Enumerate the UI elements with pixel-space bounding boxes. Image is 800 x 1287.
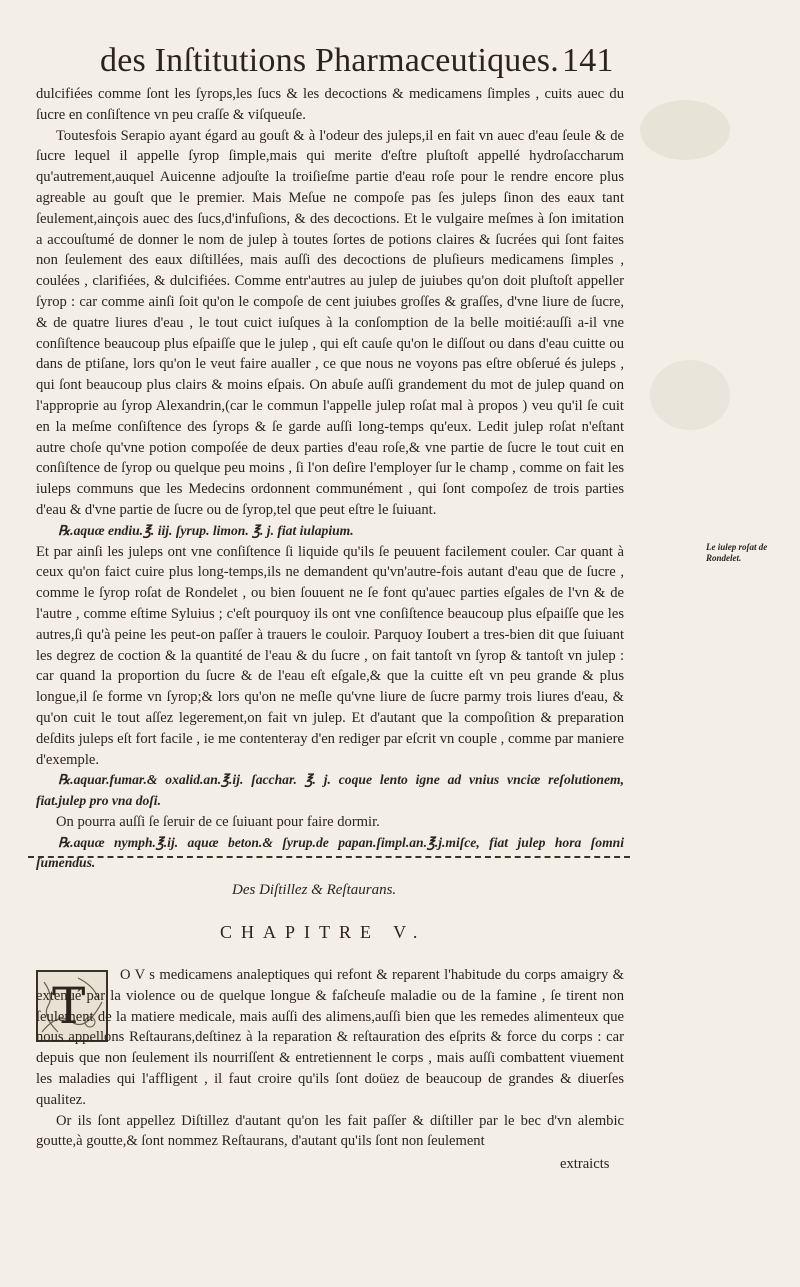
running-header [100, 42, 660, 88]
page-number: 141 [562, 42, 614, 79]
section-subtitle: Des Diſtillez & Reſtaurans. [232, 882, 397, 898]
paragraph: dulcifiées comme ſont les ſyrops,les ſucs & les decoctions & medicamens ſimples , cuits auec du ſucre en conſiſtence vn peu craſſe & viſqueuſe. [36, 86, 624, 123]
paper-stain [640, 100, 730, 160]
margin-note: Le iulep roſat de Rondelet. [706, 542, 768, 563]
recipe: ℞.aquæ endiu.℥. iij. ſyrup. limon. ℥. j. fiat iulapium. [58, 522, 354, 538]
paragraph: On pourra auſſi ſe ſeruir de ce ſuiuant pour faire dormir. [56, 813, 380, 830]
dropcap-letter: T [52, 977, 86, 1035]
chapter-text [36, 965, 624, 1152]
recipe: ℞.aquæ nymph.℥.ij. aquæ beton.& ſyrup.de papan.ſimpl.an.℥.j.miſce, fiat julep hora ſomni ſumendus. [36, 834, 624, 871]
chapter-heading: CHAPITRE V. [220, 922, 427, 942]
section-divider [28, 856, 630, 858]
main-text [36, 84, 624, 874]
paragraph: O V s medicamens analeptiques qui refont & reparent l'habitude du corps amaigry & extenué par la violence ou de quelque longue & faſcheuſe maladie ou de la famine , ſe tirent non ſeulement de la matiere medicale, mais auſſi des alimens,auſſi bien que les remedes alimenteux que nous appellons Reſtaurans,deſtinez à la reparation & reſtauration des eſprits & force du corps : car depuis que non ſeulement ils nourriſſent & entretiennent le corps , mais auſſi combattent viuement les maladies qui l'affligent , il faut croire qu'ils ſont doüez de beaucoup de grandes & diuerſes qualitez. [36, 967, 624, 1108]
recipe: ℞.aquar.fumar.& oxalid.an.℥.ij. ſacchar. ℥. j. coque lento igne ad vnius vnciæ reſolutionem, fiat.julep pro vna doſi. [36, 772, 624, 809]
paragraph: Or ils ſont appellez Diſtillez d'autant qu'on les fait paſſer & diſtiller par le bec d'vn alembic goutte,à goutte,& ſont nommez Reſtaurans, d'autant qu'ils ſont non ſeulement [36, 1112, 624, 1150]
running-title: des Inſtitutions Pharmaceutiques. [100, 42, 559, 79]
paper-stain [650, 360, 730, 430]
paragraph: Toutesfois Serapio ayant égard au gouſt & à l'odeur des juleps,il en fait vn auec d'eau ſeule & de ſucre lequel il appelle ſyrop ſimple,mais qui merite d'eſtre pluſtoſt appellé hydroſaccharum qu'autrement,auquel Auicenne adjouſte la troiſieſme partie d'eau roſe pour le rendre encore plus agreable au gouſt que le premier. Mais Meſue ne compoſe pas ſes juleps ſinon des eaux tant ſeulement,ainçois auec des ſucs,d'infuſions, & des decoctions. Et le vulgaire meſmes à ſon imitation a accouſtumé de donner le nom de julep à toutes ſortes de potions claires & ſucrées qui ſont faites non ſeulement des eaux diſtillées, mais auſſi des decoctions de pluſieurs medicamens ſimples , coulées , clarifiées, & dulcifiées. Comme entr'autres au julep de juiubes qu'on doit pluſtoſt appeller ſyrop : car comme ainſi ſoit qu'on le compoſe de cent juiubes groſſes & graſſes, d'vne liure de ſucre, & de quatre liures d'eau , le tout cuict iuſques à la conſomption de la belle moitié:auſſi a-il vne conſiſtence beaucoup plus eſpaiſſe que le julep , qui eſt cauſe qu'on le diſſout ou dans d'eau cuitte ou dans de ptiſane, lors qu'on le veut faire aualler , ce que nous ne voyons pas eſtre obſerué és juleps , qui ſont beaucoup plus clairs & moins eſpais. On abuſe auſſi grandement du mot de julep quand on l'approprie au ſyrop Alexandrin,(car le commun l'appelle julep roſat mal à propos ) veu qu'il ſe cuit en la meſme conſiſtence des ſyrops & ſe garde auſſi long-temps qu'eux. Ledit julep roſat n'eſtant autre choſe qu'vne potion compoſée de deux parties d'eau roſe,& vne partie de ſucre le tout cuit en conſiſtence de ſyrop ou quelque peu moins , ſi l'on deſire l'employer ſur le champ , comme on fait les iuleps communs que les Medecins ordonnent communément , qui ſont compoſez de trois parties d'eau & d'vne partie de ſucre ou de ſyrop,tel que peut eſtre le ſuiuant. [36, 127, 624, 518]
catchword: extraicts [560, 1156, 610, 1172]
paragraph: Et par ainſi les juleps ont vne conſiſtence ſi liquide qu'ils ſe peuuent facilement couler. Car quant à ceux qu'on faict cuire plus long-temps,ils ne demandent qu'vn'autre-fois autant d'eau que de ſucre , comme le ſyrop roſat de Rondelet , ou bien ſouuent ne ſe font qu'auec parties eſgales de l'vn & de l'autre , comme eſtime Syluius ; c'eſt pourquoy ils ont vne conſiſtence beaucoup plus eſpaiſſe que les autres,ſi qu'à peine les peut-on paſſer à trauers le couloir. Parquoy Ioubert a tres-bien dit que ſuiuant les degrez de coction & la quantité de l'eau & du ſucre , on fait tantoſt vn ſyrop & tantoſt vn julep : car quand la proportion du ſucre & de l'eau eſt eſgale,& que la cuitte eſt vn peu grande & plus longue,il ſe forme vn ſyrop;& lors qu'on ne meſle qu'vne liure de ſucre parmy trois liures d'eau, & qu'on cuit le tout aſſez legerement,on fait vn julep. Et d'autant que la compoſition & preparation deſdits juleps eſt fort facile , ie me contenteray d'en rediger par eſcrit vn couple , comme par maniere d'exemple. [36, 543, 624, 768]
